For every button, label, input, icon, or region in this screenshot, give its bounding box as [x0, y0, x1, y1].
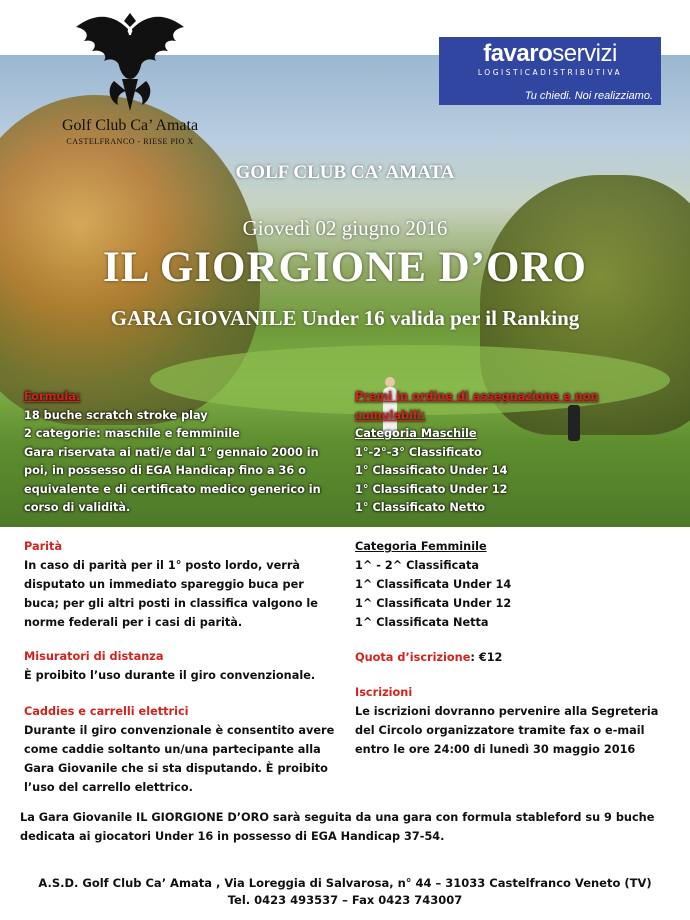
parita-line: buca; per gli altri posti in classifica valgono le: [24, 597, 318, 610]
footer-contacts: Tel. 0423 493537 – Fax 0423 743007: [227, 893, 463, 907]
caddies-section: [24, 702, 344, 797]
caddies-line: Durante il giro convenzionale è consentito avere: [24, 724, 335, 737]
parita-title: Parità: [24, 540, 63, 553]
caddies-title: Caddies e carrelli elettrici: [24, 705, 189, 718]
caddies-line: come caddie soltanto un/una partecipante alla: [24, 743, 321, 756]
footer: [0, 875, 690, 909]
club-location: CASTELFRANCO - RIESE PIO X: [66, 137, 194, 146]
event-title: IL GIORGIONE D’ORO: [103, 244, 587, 291]
formula-line: corso di validità.: [24, 501, 131, 514]
sponsor-name-light: servizi: [552, 40, 617, 67]
formula-line: 2 categorie: maschile e femminile: [24, 427, 240, 440]
iscrizioni-line: del Circolo organizzatore tramite fax o e-mail: [355, 724, 645, 737]
premi-title: Premi in ordine di assegnazione e non: [355, 390, 599, 403]
club-name: Golf Club Ca’ Amata: [61, 117, 199, 134]
formula-section: [24, 388, 344, 518]
note-section: [20, 808, 680, 846]
category-female-heading: Categoria Femminile: [355, 540, 487, 553]
iscrizioni-line: entro le ore 24:00 di lunedì 30 maggio 2016: [355, 743, 636, 756]
iscrizioni-title: Iscrizioni: [355, 686, 413, 699]
prize-line: 1° Classificato Under 14: [355, 464, 508, 477]
premi-section: [355, 388, 675, 518]
event-subtitle: GARA GIOVANILE Under 16 valida per il Ranking: [110, 306, 580, 330]
formula-line: poi, in possesso di EGA Handicap fino a 36 o: [24, 464, 306, 477]
sponsor-tagline: Tu chiedi. Noi realizziamo.: [524, 90, 653, 102]
note-line: dedicata ai giocatori Under 16 in possesso di EGA Handicap 37-54.: [20, 830, 445, 843]
sponsor-name-bold: favaro: [483, 40, 553, 67]
footer-address: A.S.D. Golf Club Ca’ Amata , Via Loreggia di Salvarosa, n° 44 – 31033 Castelfranco Veneto (TV): [38, 876, 652, 890]
misuratori-section: [24, 647, 344, 685]
prize-line: 1° Classificato Under 12: [355, 482, 508, 496]
prize-line: 1° Classificato Netto: [355, 501, 486, 514]
caddies-line: Gara Giovanile che si sta disputando. È proibito: [24, 762, 328, 775]
iscrizioni-line: Le iscrizioni dovranno pervenire alla Segreteria: [355, 705, 659, 718]
parita-line: norme federali per i casi di parità.: [24, 616, 243, 629]
parita-line: In caso di parità per il 1° posto lordo, verrà: [24, 559, 301, 572]
quota-value: : €12: [470, 651, 503, 664]
club-logo: [30, 5, 230, 155]
eagle-crest-icon: [70, 5, 190, 117]
category-male-heading: Categoria Maschile: [355, 427, 477, 440]
golfer-icon: [385, 377, 395, 387]
event-date: Giovedì 02 giugno 2016: [242, 216, 448, 240]
sponsor-logo: [439, 37, 661, 105]
formula-title: Formula:: [24, 390, 81, 403]
prize-line: 1^ Classificata Under 12: [355, 597, 512, 610]
quota-section: [355, 648, 675, 667]
prize-line: 1^ Classificata Netta: [355, 616, 489, 629]
prize-line: 1^ - 2^ Classificata: [355, 559, 479, 572]
caddies-line: l’uso del carrello elettrico.: [24, 781, 193, 794]
formula-line: Gara riservata ai nati/e dal 1° gennaio 2000 in: [24, 445, 319, 459]
prize-line: 1^ Classificata Under 14: [355, 578, 512, 591]
category-female-section: [355, 537, 675, 632]
parita-section: [24, 537, 344, 632]
parita-line: disputato un immediato spareggio buca per: [24, 578, 304, 591]
iscrizioni-section: [355, 683, 675, 759]
note-line: La Gara Giovanile IL GIORGIONE D’ORO sarà seguita da una gara con formula stableford su 9 buche: [20, 811, 655, 824]
sponsor-subtitle: LOGISTICADISTRIBUTIVA: [477, 68, 623, 77]
quota-label: Quota d’iscrizione: [355, 651, 471, 664]
premi-title-cont: cumulabili:: [355, 408, 426, 422]
club-title: GOLF CLUB CA’ AMATA: [235, 162, 455, 183]
formula-line: equivalente e di certificato medico generico in: [24, 482, 321, 496]
prize-line: 1°-2°-3° Classificato: [355, 445, 482, 459]
misuratori-title: Misuratori di distanza: [24, 650, 164, 663]
misuratori-line: È proibito l’uso durante il giro convenzionale.: [24, 669, 316, 682]
sponsor-name: [439, 40, 661, 68]
formula-line: 18 buche scratch stroke play: [24, 408, 208, 422]
